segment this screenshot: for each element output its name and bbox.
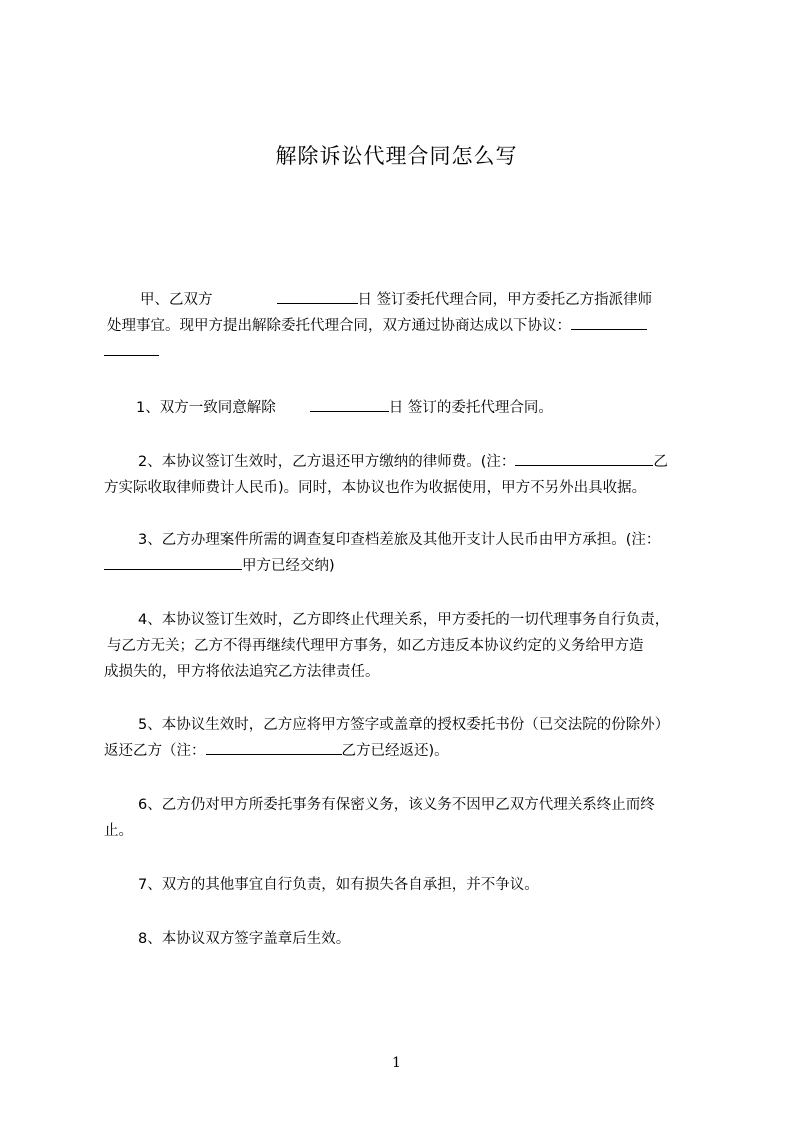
clause-8-line-1 — [104, 926, 704, 952]
clause-1-text-end: 日 签订的委托代理合同。 — [388, 400, 553, 416]
clause-5-line-1 — [104, 712, 704, 738]
clause-3-text: 3、乙方办理案件所需的调查复印查档差旅及其他开支计人民币由甲方承担。(注： — [138, 532, 661, 548]
clause-2-line-1 — [104, 449, 704, 475]
intro-text-2: 处理事宜。现甲方提出解除委托代理合同，双方通过协商达成以下协议： — [107, 318, 571, 334]
clause-8-text: 8、本协议双方签字盖章后生效。 — [138, 931, 351, 947]
agreement-blank-continued — [104, 340, 159, 356]
fee-blank — [515, 450, 653, 466]
clause-2 — [104, 449, 704, 501]
clause-4-line-3 — [104, 659, 704, 685]
date-blank — [310, 396, 389, 412]
clause-5-text-2: 返还乙方（注： — [104, 743, 206, 759]
clause-4-text-3: 成损失的，甲方将依法追究乙方法律责任。 — [104, 664, 380, 680]
clause-1-line-1 — [104, 395, 704, 421]
date-blank — [277, 288, 358, 304]
return-blank — [206, 739, 342, 755]
clause-4-line-2 — [104, 633, 704, 659]
clause-7-text: 7、双方的其他事宜自行负责，如有损失各自承担，并不争议。 — [138, 877, 539, 893]
clause-2-line-2 — [104, 475, 704, 501]
clause-2-text-end: 方实际收取律师费计人民币)。同时，本协议也作为收据使用，甲方不另外出具收据。 — [104, 480, 647, 496]
clause-7 — [104, 872, 704, 898]
clause-5-text-1: 5、本协议生效时，乙方应将甲方签字或盖章的授权委托书份（已交法院的份除外） — [138, 717, 670, 733]
clause-6-text-1: 6、乙方仍对甲方所委托事务有保密义务，该义务不因甲乙双方代理关系终止而终 — [138, 797, 655, 813]
clause-6 — [104, 792, 704, 844]
clause-8 — [104, 926, 704, 952]
clause-5 — [104, 712, 704, 764]
clause-4-line-1 — [104, 607, 704, 633]
intro-text-1a: 甲、乙双方 — [140, 292, 213, 308]
document-title: 解除诉讼代理合同怎么写 — [275, 144, 518, 168]
clause-5-line-2 — [104, 738, 704, 764]
intro-line-2 — [104, 313, 704, 339]
clause-4 — [104, 607, 704, 685]
clause-4-text-1: 4、本协议签订生效时，乙方即终止代理关系，甲方委托的一切代理事务自行负责， — [138, 612, 670, 628]
intro-line-1 — [104, 287, 704, 313]
clause-1-text: 1、双方一致同意解除 — [136, 400, 276, 416]
intro-paragraph — [104, 287, 704, 365]
clause-7-line-1 — [104, 872, 704, 898]
clause-5-text-3: 乙方已经返还)。 — [341, 743, 449, 759]
intro-text-1b: 日 签订委托代理合同，甲方委托乙方指派律师 — [357, 292, 653, 308]
clause-6-text-2: 止。 — [104, 823, 133, 839]
clause-3-line-2 — [104, 553, 704, 579]
clause-4-text-2: 与乙方无关；乙方不得再继续代理甲方事务，如乙方违反本协议约定的义务给甲方造 — [107, 638, 644, 654]
clause-3-line-1 — [104, 527, 704, 553]
clause-2-text-mid: 乙 — [653, 454, 668, 470]
page-number: 1 — [392, 1055, 401, 1071]
clause-6-line-2 — [104, 818, 704, 844]
clause-2-text: 2、本协议签订生效时，乙方退还甲方缴纳的律师费。(注： — [138, 454, 516, 470]
clause-3-text-end: 甲方已经交纳) — [242, 558, 335, 574]
intro-line-3 — [104, 339, 704, 365]
clause-3 — [104, 527, 704, 579]
clause-1 — [104, 395, 704, 421]
clause-6-line-1 — [104, 792, 704, 818]
expense-blank — [104, 554, 242, 570]
agreement-blank — [571, 314, 647, 330]
